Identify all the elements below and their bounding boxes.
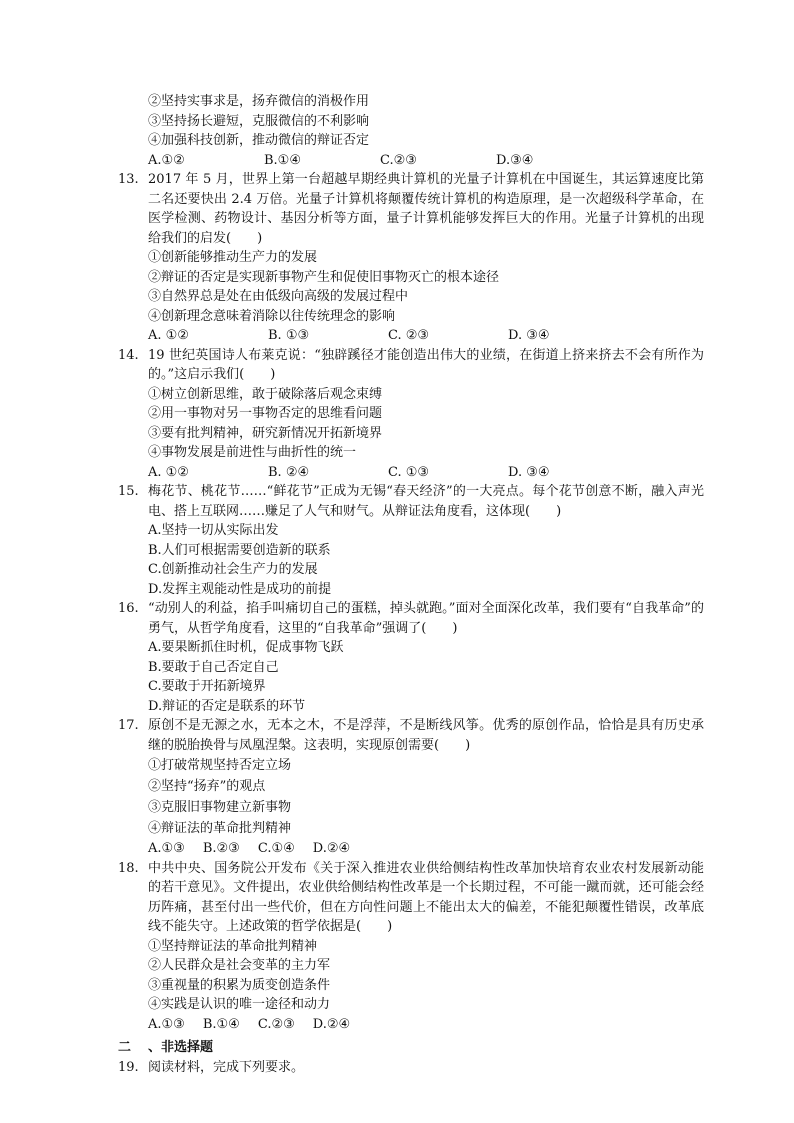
question-17: [118, 716, 704, 859]
answer-options: [118, 1015, 704, 1035]
choice-item: ②人民群众是社会变革的主力军: [148, 958, 331, 973]
option-b: B. ①③: [268, 328, 310, 343]
question-number: 16.: [118, 601, 139, 616]
choice-item: ①坚持辩证法的革命批判精神: [148, 938, 318, 954]
question-14: [118, 346, 704, 483]
option-b: B.人们可根据需要创造新的联系: [148, 542, 331, 558]
option-c: C.②③: [257, 1016, 295, 1032]
choice-item: ④创新理念意味着消除以往传统理念的影响: [148, 308, 396, 324]
option-a: A.坚持一切从实际出发: [148, 523, 279, 538]
answer-options: [118, 326, 704, 346]
option-d: D. ③④: [508, 328, 550, 343]
exam-page: [118, 92, 704, 1077]
question-stem: 原创不是无源之水，无本之木，不是浮萍，不是断线风筝。优秀的原创作品，恰恰是具有历史承继的脱胎换骨与凤凰涅槃。这表明，实现原创需要( ): [148, 718, 704, 753]
section-title: 、非选择题: [148, 1040, 214, 1055]
choice-item: ①树立创新思维，敢于破除落后观念束缚: [148, 386, 383, 402]
question-stem: 19 世纪英国诗人布莱克说：“独辟蹊径才能创造出伟大的业绩，在街道上挤来挤去不会有所作为的。”这启示我们( ): [148, 347, 704, 382]
question-13: [118, 170, 704, 346]
choice-item: ④事物发展是前进性与曲折性的统一: [148, 445, 357, 460]
option-c: C.创新推动社会生产力的发展: [148, 562, 318, 577]
question-number: 14.: [118, 347, 139, 363]
option-b: B.要敢于自己否定自己: [148, 659, 279, 675]
choice-item: ③坚持扬长避短，克服微信的不利影响: [148, 113, 370, 129]
choice-item: ①打破常规坚持否定立场: [148, 758, 292, 773]
option-b: B.②③: [202, 841, 240, 856]
option-c: C. ①③: [388, 464, 430, 480]
option-d: D.②④: [312, 841, 351, 856]
question-18: [118, 859, 704, 1035]
option-c: C.①④: [257, 841, 295, 856]
choice-item: ③克服旧事物建立新事物: [148, 800, 292, 815]
question-12-continued: [118, 92, 704, 170]
option-a: A.①③: [148, 1016, 185, 1032]
choice-item: ②用一事物对另一事物否定的思维看问题: [148, 406, 383, 421]
option-d: D.②④: [312, 1016, 351, 1032]
option-b: B. ②④: [268, 464, 310, 480]
answer-options: [118, 463, 704, 483]
option-c: C.②③: [380, 152, 417, 168]
choice-item: ④辩证法的革命批判精神: [148, 821, 292, 836]
question-number: 13.: [118, 172, 139, 187]
question-number: 15.: [118, 484, 139, 499]
option-a: A.要果断抓住时机，促成事物飞跃: [148, 640, 344, 655]
option-a: A.①③: [148, 841, 185, 856]
question-15: [118, 482, 704, 599]
option-a: A. ①②: [148, 464, 189, 480]
choice-item: ③自然界总是处在由低级向高级的发展过程中: [148, 289, 409, 304]
option-d: D.发挥主观能动性是成功的前提: [148, 581, 332, 597]
answer-options: [118, 151, 704, 171]
option-a: A. ①②: [148, 328, 189, 343]
choice-item: ①创新能够推动生产力的发展: [148, 250, 318, 265]
option-c: C.要敢于开拓新境界: [148, 679, 266, 694]
question-19: [118, 1058, 704, 1078]
choice-item: ④实践是认识的唯一途径和动力: [148, 997, 331, 1012]
option-d: D.③④: [496, 152, 534, 168]
option-b: B.①④: [202, 1016, 240, 1032]
question-number: 17.: [118, 718, 139, 733]
question-stem: 阅读材料，完成下列要求。: [148, 1059, 305, 1075]
question-number: 18.: [118, 860, 139, 876]
question-stem: 2017 年 5 月，世界上第一台超越早期经典计算机的光量子计算机在中国诞生，其运算速度比第二名还要快出 2.4 万倍。光量子计算机将颠覆传统计算机的构造原理，是一次超级科学革命，在医学检测、药物设计、基因分析等方面，量子计算机能够发挥巨大的作用。光量子计算机的出现给我们的启发( ): [148, 172, 704, 246]
choice-item: ②辩证的否定是实现新事物产生和促使旧事物灭亡的根本途径: [148, 269, 500, 285]
section-heading: [118, 1038, 704, 1058]
answer-options: [118, 839, 704, 859]
option-c: C. ②③: [388, 328, 430, 343]
question-stem: 梅花节、桃花节……“鲜花节”正成为无锡“春天经济”的一大亮点。每个花节创意不断，融入声光电、搭上互联网……赚足了人气和财气。从辩证法角度看，这体现( ): [148, 484, 704, 519]
option-d: D.辩证的否定是联系的环节: [148, 698, 306, 714]
choice-item: ②坚持“扬弃”的观点: [148, 779, 266, 794]
option-d: D. ③④: [508, 464, 550, 480]
choice-item: ③要有批判精神，研究新情况开拓新境界: [148, 425, 383, 441]
choice-item: ④加强科技创新，推动微信的辩证否定: [148, 133, 370, 148]
option-b: B.①④: [264, 152, 301, 168]
section-number: 二: [118, 1040, 132, 1055]
option-a: A.①②: [148, 152, 185, 168]
choice-item: ②坚持实事求是，扬弃微信的消极作用: [148, 94, 370, 109]
question-stem: 中共中央、国务院公开发布《关于深入推进农业供给侧结构性改革加快培育农业农村发展新动能的若干意见》。文件提出，农业供给侧结构性改革是一个长期过程，不可能一蹴而就，还可能会经历阵痛，甚至付出一些代价，但在方向性问题上不能出太大的偏差，不能犯颠覆性错误，改革底线不能失守。上述政策的哲学依据是( ): [148, 860, 704, 934]
question-number: 19.: [118, 1059, 139, 1075]
question-16: [118, 599, 704, 716]
question-stem: “动别人的利益，掐手叫痛切自己的蛋糕，掉头就跑。”面对全面深化改革，我们要有“自我革命”的勇气，从哲学角度看，这里的“自我革命”强调了( ): [148, 601, 704, 636]
choice-item: ③重视量的积累为质变创造条件: [148, 977, 331, 993]
